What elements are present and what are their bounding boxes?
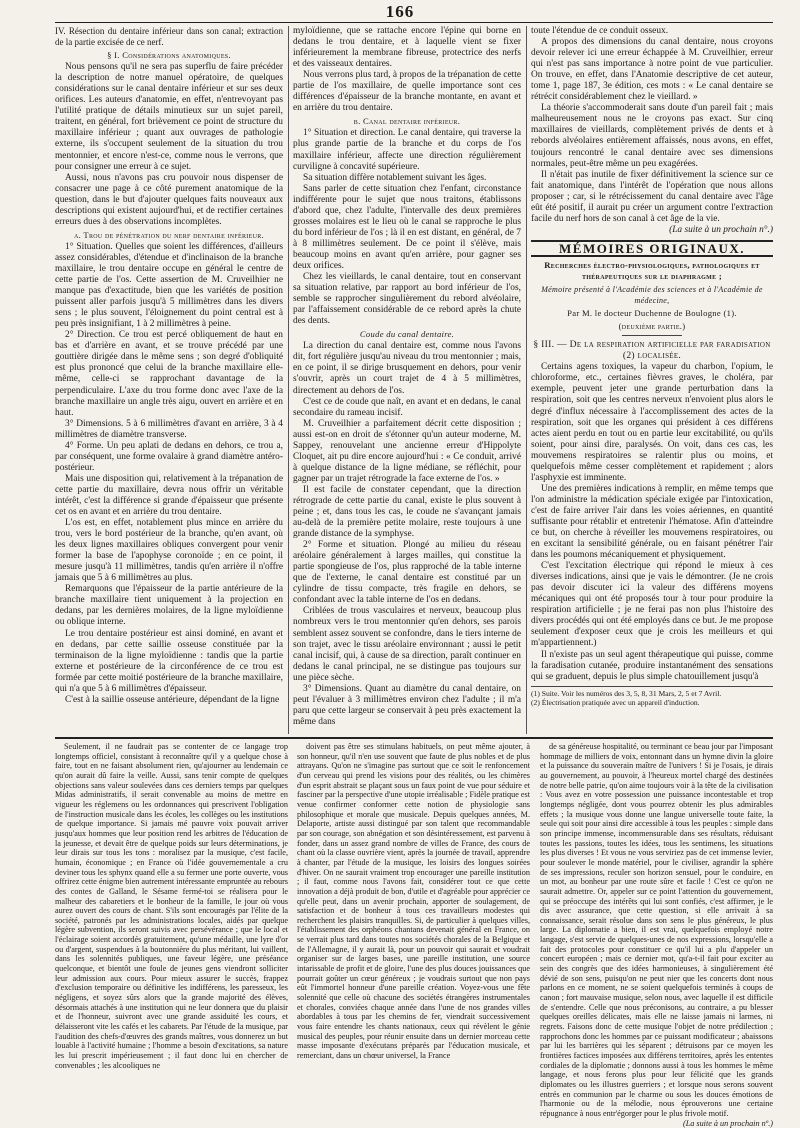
feuilleton-text: de sa généreuse hospitalité, ou terminant ce beau jour par l'imposant hommage de milliers de voix, entonnant dans un hymne divin la gloire et la puissance du souverain maître de l'univers ! Si je l'osais, je dirais au gouvernement, au pouvoir, à l'heureux mortel chargé des destinées de notre belle patrie, qu'on aime toujours voir à la tête de la civilisation : Vous avez en votre possession une puissance incontestable et trop longtemps négligée, dont vous pourrez obtenir les plus admirables effets ; la musique vous donne une langue universelle toute faite, la seule qui soit pour ainsi dire accessible à tous les peuples : simple dans son principe immense, incommensurable dans ses résultats, réduisant toutes les passions, toutes les idées, tous les sentimens, les situations les plus diverses ! Et vous ne vous serviriez pas de cet immense levier, pour soulever le monde matériel, pour le civiliser, agrandir la sphère de ses impressions, reculer son horizon sensuel, pour le conduire, en un mot, au bonheur par une route sûre et facile ! C'est ce qu'on ne saurait admettre. Or, appeler sur ce point l'attention du gouvernement, qui se préoccupe des intérêts qui lui sont confiés, c'est affirmer, je le dis avec assurance, que cette question, si elle arrivait à sa connaissance, serait résolue dans son sens le plus généreux, le plus large. La diplomatie a bien, il est vrai, quelquefois employé notre langage, s'est servie de quelques-unes de nos expressions, lorsqu'elle a fait des protocoles pour constituer ce qu'il lui a plu d'appeler un concert européen ; mais ce dernier mot, qu'a-t-il fait pour exciter au sein des congrès que des idées harmonieuses, à singulièrement été dévié de son sens, puisqu'on ne peut nier que les concerts dont nous parlons en ce moment, ne se soient quelquefois terminés à coups de canon ; fort mauvaise musique, selon nous, avec laquelle il est difficile de s'entendre. Celle que nous préconisons, au contraire, a pu blesser quelques oreilles délicates, mais elle ne laisse jamais ni larmes, ni regrets. Faisons donc de cette musique l'objet de notre prédilection ; rapprochons donc les hommes par ce puissant modificateur ; abaissons par lui les barrières qui les séparent ; détruisons par ce moyen les frontières factices imposées aux différens territoires, après les ententes cordiales de la diplomatie ; donnons aussi à tous les hommes le même langage, et nous ferons plus pour leur félicité que les grands diplomates ou les illustres guerriers ; et lorsque nous serons souvent entrés en communion par le charme ou sous les douces émotions de l'harmonie ou de la mélodie, nous éprouverons une certaine répugnance à nous entr'égorger pour le plus frivole motif. — [540, 742, 773, 1118]
paragraph: 2° Forme et situation. Plongé au milieu du réseau aréolaire généralement à larges mailles, qui constitue la partie spongieuse de l'os, plus rapproché de la table interne que de l'externe, le canal dentaire est constitué par un cylindre de tissu compacte, très fragile en dehors, se confondant avec la table interne de l'os en dedans. — [293, 540, 521, 606]
column-3 — [531, 26, 773, 734]
feuilleton-text: Seulement, il ne faudrait pas se contenter de ce langage trop longtemps officiel, consistant à reconnaître qu'il y a quelque chose à faire, tout en ne faisant absolument rien, qu'ajourner au lendemain ce qu'on aurait dû faire la veille. Aussi, sans tenir compte de quelques objections sans valeur soulevées dans ces derniers temps par quelques Midas administratifs, il serait convenable au moins de mettre en vigueur les réglemens ou les ordonnances qui prescrivent l'obligation de l'instruction musicale dans les écoles, les collèges ou les institutions de quelque importance. Si jamais mé pauvre voix pouvait arriver jusqu'aux hommes que leur position rend les arbitres de l'éducation de la jeunesse, et devait être de quelque poids sur leurs déterminations, je leur dirais sur tous les tons : moralisez par la musique, c'est facile, humain, économique ; en France où l'idée gouvernementale a cru deviner tous les sphynx quand elle a su fermer une porte ouverte, vous offrirez cette énigme bien autrement intéressante empruntée au rebours des contes de Galland, le Sésame fermé-toi se réalisera pour le malheur des cabaretiers et le bonheur de la famille, le jour où vous aurez ouvert des cours de chant. S'ils sont encouragés par l'élite de la société, patronés par les administrations locales, aidés par quelque légère subvention, ils seront suivis avec persévérance ; que le local et l'éclairage soient accordés gratuitement, qu'une médaille, une lyre d'or ou d'argent, suspendues à la boutonnière du plus méritant, lui vaillent, dans les solennités publiques, une faveur légère, une préséance quelconque, et bientôt une foule de jeunes gens viendront solliciter leur admission aux cours. Pour mieux assurer le succès, frappez d'exclusion temporaire ou définitive les indifférens, les paresseux, les négligens, et soyez sûrs alors que la grande majorité des élèves, désormais attachés à une institution qui ne leur donnera que du plaisir et de l'honneur, suivront avec une grande assiduité les cours, et délaisseront vite les cafés et les cabarets. Par l'étude de la musique, par l'audition des chefs-d'œuvres des grands maîtres, vous donnerez un but louable à l'activité humaine ; l'homme a besoin d'excitations, sa nature les lui prescrit impérieusement ; il faut donc lui en chercher de convenables ; les alcooliques ne — [55, 742, 288, 1070]
paragraph: Criblées de trous vasculaires et nerveux, beaucoup plus nombreux vers le trou mentonnier qu'en dehors, ses parois semblent assez souvent se confondre, dans le tiers interne de son trajet, avec le tissu aréolaire environnant ; aussi le petit canal incisif, qui, à cause de sa direction, paraît continuer en dedans le canal principal, ne se distingue pas toujours sur une pièce sèche. — [293, 606, 521, 683]
paragraph: A propos des dimensions du canal dentaire, nous croyons devoir relever ici une erreur échappée à M. Cruveilhier, erreur qui n'est pas sans importance à notre point de vue particulier. On trouve, en effet, dans l'Anatomie descriptive de cet auteur, tome 1, page 187, 3e édition, ces mots : « Le canal dentaire se rétrécit considérablement chez le vieillard. » — [531, 37, 773, 103]
section-heading: § III. — De la respiration artificielle par faradisation (2) localisée. — [533, 339, 771, 362]
paragraph: Aussi, nous n'avons pas cru pouvoir nous dispenser de consacrer une page à ce côté purement anatomique de la question, dans le but d'ajouter quelques faits nouveaux aux descriptions qui existent aujourd'hui, et de rectifier certaines erreurs dues à des observations incomplètes. — [55, 172, 283, 227]
paragraph: Il est facile de constater cependant, que la direction rétrograde de cette partie du canal, existe le plus souvent à peine ; et, dans tous les cas, le coude ne s'avançant jamais au-delà de la première petite molaire, reste toujours à une grande distance de la symphyse. — [293, 484, 521, 540]
paragraph: myloïdienne, que se rattache encore l'épine qui borne en dedans le trou dentaire, et à laquelle vient se fixer inférieurement la membrane fibreuse, protectrice des nerfs et des vaisseaux dentaires. — [293, 26, 521, 70]
paragraph: Sans parler de cette situation chez l'enfant, circonstance indifférente pour le sujet que nous traitons, établissons d'abord que, chez l'adulte, l'intervalle des deux premières grosses molaires est le lieu où le canal se rapproche le plus du bord inférieur de l'os ; là il en est distant, en général, de 7 à 8 millimètres seulement. De ce point il s'élève, mais beaucoup moins en avant qu'en arrière, pour gagner ses deux orifices. — [293, 183, 521, 271]
memoire-author: Par M. le docteur Duchenne de Boulogne (1). — [567, 308, 737, 319]
column-rule — [526, 26, 527, 734]
paragraph: 4° Forme. Un peu aplati de dedans en dehors, ce trou a, par conséquent, une forme ovalaire à grand diamètre antéro-postérieur. — [55, 440, 283, 473]
header-rule — [55, 22, 773, 23]
paragraph: 3° Dimensions. 5 à 6 millimètres d'avant en arrière, 3 à 4 millimètres de diamètre transverse. — [55, 418, 283, 440]
paragraph: C'est à la saillie osseuse antérieure, dépendant de la ligne — [65, 694, 280, 705]
subheading: a. Trou de pénétration du nerf dentaire inférieur. — [74, 229, 264, 240]
page-number: 166 — [385, 2, 415, 21]
memoire-part: (deuxième partie.) — [618, 321, 686, 332]
paragraph: Il n'était pas inutile de fixer définitivement la science sur ce fait anatomique, dans l'intérêt de l'opération que nous allons proposer ; car, si le rétrécissement du canal dentaire avec l'âge eût été positif, il aurait pu créer un argument contre l'extraction facile du nerf hors de son canal à cet âge de la vie. — [531, 169, 773, 224]
paragraph: Chez les vieillards, le canal dentaire, tout en conservant sa situation relative, par rapport au bord inférieur de l'os, semble se rapprocher singulièrement du rebord alvéolaire, par l'affaissement considérable de ce rebord après la chute des dents. — [293, 272, 521, 327]
paragraph: Certains agens toxiques, la vapeur du charbon, l'opium, le chloroforme, etc., certaines fièvres graves, le choléra, par exemple, peuvent jeter une grande perturbation dans la respiration, soit que les centres nerveux n'envoient plus alors le degré d'influx nécessaire à l'accomplissement des actes de la respiration, soit que les organes qui président à ces différens actes aient perdu en tout ou en partie leur excitabilité, ou qu'ils soient, pour ainsi dire, paralysés. On voit, dans ces cas, les mouvemens respiratoires se ralentir plus ou moins, et quelquefois même cesser complètement et rapidement ; alors l'asphyxie est imminente. — [531, 362, 773, 483]
separator — [622, 335, 682, 336]
feuilleton-divider — [55, 737, 773, 739]
paragraph: 1° Situation et direction. Le canal dentaire, qui traverse la plus grande partie de la branche et du corps de l'os maxillaire inférieur, affecte une direction régulièrement curviligne à concavité supérieure. — [293, 128, 521, 172]
feuilleton-text: doivent pas être ses stimulans habituels, on peut même ajouter, à son honneur, qu'il n'en use souvent que faute de plus nobles et de plus attrayans. Qu'on ne s'imagine pas surtout que ce soit le renfoncement d'un cerveau qui prend les visions pour des réalités, ou les chimères d'un esprit abstrait se plaçant sous un faux point de vue pour séduire et fasciner par la perspective d'une utopie irréalisable ; Fidèle pratique est venue confirmer conformer cette notion de physiologie sans philosophique et morale que musicale. Depuis quelques années, M. Delaporte, artiste aussi distingué par son talent que recommandable par son courage, son abnégation et son désintéressement, est parvenu à fonder, dans un assez grand nombre de villes de France, des cours de chant où la classe ouvrière vient, après la journée de travail, apprendre à chanter, par l'étude de la musique, les loisirs des longues soirées d'hiver. On ne saurait vraiment trop encourager une pareille institution ; il faut, comme nous l'avons fait, considérer tout ce que cette innovation a déjà produit de bon, d'utile et d'agréable pour apprécier ce qu'elle peut, dans un avenir prochain, apporter de soulagement, de satisfaction et de bonheur à tous ces travailleurs modestes qui recherchent les plaisirs tranquilles. Si, de particulier à quelques villes, l'établissement des orphéons chantans devenait général en France, on se verrait plus tard dans toutes nos sociétés chorales de la Belgique et de l'Allemagne, il y aurait là, pour un pouvoir qui saurait et voudrait organiser sur de larges bases, une pareille institution, une source intarissable de profit et de gloire, l'une des plus douces jouissances que pourrait goûter un cœur généreux ; je voudrais surtout que non pays eût l'immortel honneur d'une pareille création. Voyez-vous une fête solennité que celle où chacune des sociétés étrangères instrumentales et chorales, conviées chaque année dans l'une de nos grandes villes abordables à tous par les chemins de fer, viendrait successivement vous faire entendre les chants nationaux, ceux qui révèlent le génie musical des peuples, pour réunir ensuite dans un dernier morceau cette masse imposante d'exécutans préparés par l'éducation musicale, et remerciant, dans un chœur universel, la France — [297, 742, 530, 1060]
paragraph: Nous verrons plus tard, à propos de la trépanation de cette partie de l'os maxillaire, de quelle importance sont ces différences d'épaisseur de la branche montante, en avant et en arrière du trou dentaire. — [293, 70, 521, 114]
paragraph: toute l'étendue de ce conduit osseux. — [531, 26, 669, 36]
feuilleton-column-1 — [55, 742, 288, 1097]
paragraph: M. Cruveilhier a parfaitement décrit cette disposition ; aussi est-on en droit de s'étonner qu'un auteur moderne, M. Sappey, renouvelant une ancienne erreur d'Hippolyte Cloquet, ait pu dire encore aujourd'hui : « Ce conduit, arrivé à quelque distance de la ligne médiane, se réfléchit, pour gagner par un trajet rétrograde la face externe de l'os. » — [293, 418, 521, 484]
feuilleton-column-2 — [297, 742, 530, 1097]
paragraph: La direction du canal dentaire est, comme nous l'avons dit, fort régulière jusqu'au niveau du trou mentonnier ; mais, en ce point, il se dirige brusquement en dehors, pour venir s'ouvrir, après un court trajet de 4 à 5 millimètres, directement au dehors de l'os. — [293, 341, 521, 396]
paragraph: La théorie s'accommoderait sans doute d'un pareil fait ; mais malheureusement nous ne le croyons pas exact. Sur cinq maxillaires de vieillards, complètement privés de dents et à rebords alvéolaires entièrement affaissés, nous avons, en effet, toujours rencontré le canal dentaire avec ses dimensions normales, peut-être même un peu exagérées. — [531, 103, 773, 169]
paragraph: Nous pensons qu'il ne sera pas superflu de faire précéder la description de notre manuel opératoire, de quelques considérations sur le canal dentaire inférieur et sur ses deux orifices. Les auteurs d'anatomie, en effet, n'entrevoyant pas l'utilité pratique de détails minutieux sur un sujet pareil, traitent, en général, fort brièvement ce point de structure du maxillaire inférieur ; quant aux ouvrages de pathologie externe, ils s'occupent seulement de la situation du trou mentonnier, et encore n'est-ce, comme nous le verrons, que pour consigner une erreur à ce sujet. — [55, 62, 283, 172]
footnotes — [531, 686, 773, 707]
feuilleton-column-3 — [540, 742, 773, 1128]
column-rule — [288, 26, 289, 734]
paragraph: Mais une disposition qui, relativement à la trépanation de cette partie du maxillaire, devra nous offrir un véritable intérêt, c'est la différence si grande d'épaisseur que présente cet os en avant et en arrière du trou dentaire. — [55, 473, 283, 518]
paragraph: L'os est, en effet, notablement plus mince en arrière du trou, vers le bord postérieur de la branche, qu'en avant, où les deux lignes maxillaires obliques convergent pour venir former la base de l'apophyse coronoïde ; en ce point, il mesure jusqu'à 11 millimètres, tandis qu'en arrière il n'offre jamais que 5 à 6 millimètres au plus. — [55, 518, 283, 584]
continuation-note: (La suite à un prochain n°.) — [669, 224, 773, 235]
article-title: IV. Résection du dentaire inférieur dans son canal; extraction de la partie excisée de ce nerf. — [55, 26, 283, 48]
paragraph: 2° Direction. Ce trou est percé obliquement de haut en bas et d'arrière en avant, et se trouve précédé par une gouttière dirigée dans le même sens ; son degré d'obliquité est plus prononcé que celui de la branche maxillaire elle-même, celle-ci se rapprochant davantage de la perpendiculaire. L'axe du trou forme donc avec l'axe de la branche maxillaire un angle très aigu, ouvert en arrière et en haut. — [55, 330, 283, 418]
continuation-note: (La suite à un prochain nº.) — [682, 1118, 773, 1128]
section-masthead: MÉMOIRES ORIGINAUX. — [531, 240, 773, 257]
paragraph: Remarquons que l'épaisseur de la partie antérieure de la branche maxillaire tient uniquement à la projection en dedans, par les dernières molaires, de la ligne myloïdienne ou oblique interne. — [55, 584, 283, 628]
paragraph: 3° Dimensions. Quant au diamètre du canal dentaire, on peut l'évaluer à 3 millimètres environ chez l'adulte ; il m'a paru que cette largeur se conservait à peu près exactement la même dans — [293, 683, 521, 727]
paragraph: Sa situation diffère notablement suivant les âges. — [303, 172, 487, 183]
memoire-title: Recherches électro-physiologiques, pathologiques et thérapeutiques sur le diaphragme ; — [544, 259, 760, 281]
paragraph: C'est l'excitation électrique qui répond le mieux à ces diverses indications, ainsi que je vais le démontrer. (Je ne crois pas devoir discuter ici la valeur des différens moyens mécaniques qui ont été proposés tour à tour pour produire la respiration artificielle ; je ne ferai pas non plus l'histoire des divers procédés qui ont été employés dans ce but. Je me propose seulement d'exposer ceux que je crois les meilleurs et qui m'appartiennent.) — [531, 561, 773, 649]
paragraph: Une des premières indications à remplir, en même temps que l'on administre la médication spéciale exigée par l'intoxication, c'est de faire arriver l'air dans les voies aériennes, en quantité suffisante pour rétablir et entretenir l'hématose. Afin d'atteindre ce but, on cherche à réveiller les mouvemens respiratoires, ou en excitant la sensibilité générale, ou en faisant pénétrer l'air dans les poumons mécaniquement et physiquement. — [531, 483, 773, 561]
footnote: (2) Électrisation pratiquée avec un appareil d'induction. — [531, 697, 700, 707]
subheading: b. Canal dentaire inférieur. — [353, 116, 461, 127]
memoire-subtitle: Mémoire présenté à l'Académie des sciences et à l'Académie de médecine, — [541, 285, 763, 306]
column-2 — [293, 26, 521, 734]
paragraph: Le trou dentaire postérieur est ainsi dominé, en avant et en dedans, par cette saillie osseuse constituée par la terminaison de la ligne myloïdienne : tandis que la partie externe et postérieure de la circonférence de ce trou est formée par cette moitié postérieure de la branche maxillaire, qui n'a que 5 à 6 millimètres d'épaisseur. — [55, 628, 283, 694]
footnote: (1) Suite. Voir les numéros des 3, 5, 8, 31 Mars, 2, 5 et 7 Avril. — [531, 688, 722, 698]
column-1 — [55, 26, 283, 734]
paragraph: C'est ce de coude que naît, en avant et en dedans, le canal secondaire du rameau incisif. — [293, 396, 521, 418]
subheading: Coude du canal dentaire. — [359, 329, 455, 340]
paragraph: Il n'existe pas un seul agent thérapeutique qui puisse, comme la faradisation cutanée, produire instantanément des sensations qui se graduent, depuis le plus simple chatouillement jusqu'à — [531, 649, 773, 682]
paragraph: 1° Situation. Quelles que soient les différences, d'ailleurs assez considérables, d'étendue et d'inclinaison de la branche maxillaire, le trou dentaire occupe en général le centre de cette partie de l'os. Cette assertion de M. Cruveilhier ne manque pas d'exactitude, bien que les variétés de position puissent aller parfois jusqu'à 5 millimètres dans les divers sens ; le plus souvent, l'éloignement du point central est à peu près insignifiant, 1 à 2 millimètres à peine. — [55, 241, 283, 330]
section-heading: § I. Considérations anatomiques. — [107, 50, 231, 61]
